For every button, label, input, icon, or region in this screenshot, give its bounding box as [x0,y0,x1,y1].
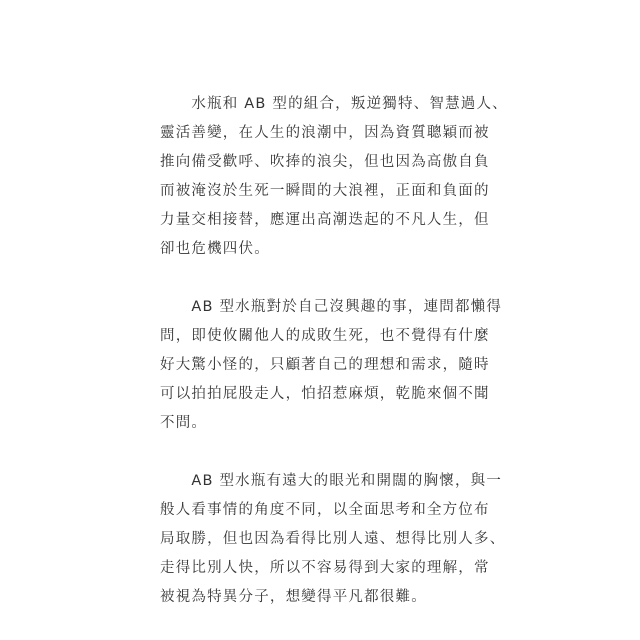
text-line: 般人看事情的角度不同，以全面思考和全方位布 [160,502,490,518]
text-line: 局取勝，但也因為看得比別人遠、想得比別人多、 [160,531,506,547]
text-line: 不問。 [160,415,208,431]
paragraph-1 [160,90,508,264]
text-line: AB 型水瓶對於自己沒興趣的事，連問都懶得 [160,299,503,315]
paragraph-3 [160,467,506,612]
text-line: 推向備受歡呼、吹捧的浪尖，但也因為高傲自負 [160,154,490,170]
text-line: 走得比別人快，所以不容易得到大家的理解，常 [160,560,490,576]
text-line: 水瓶和 AB 型的組合，叛逆獨特、智慧過人、 [160,96,508,112]
body-text [160,90,508,612]
text-line: 卻也危機四伏。 [160,241,270,257]
text-line: AB 型水瓶有遠大的眼光和開闊的胸懷，與一 [160,473,503,489]
paragraph-spacer [160,264,500,293]
paragraph-2 [160,293,503,438]
text-line: 靈活善變，在人生的浪潮中，因為資質聰穎而被 [160,125,490,141]
text-line: 可以拍拍屁股走人，怕招惹麻煩，乾脆來個不聞 [160,386,490,402]
text-line: 好大驚小怪的，只顧著自己的理想和需求，隨時 [160,357,490,373]
text-line: 而被淹沒於生死一瞬間的大浪裡，正面和負面的 [160,183,490,199]
paragraph-spacer [160,438,500,467]
text-line: 被視為特異分子，想變得平凡都很難。 [160,589,427,605]
text-line: 問，即使攸關他人的成敗生死，也不覺得有什麼 [160,328,490,344]
text-line: 力量交相接替，應運出高潮迭起的不凡人生，但 [160,212,490,228]
